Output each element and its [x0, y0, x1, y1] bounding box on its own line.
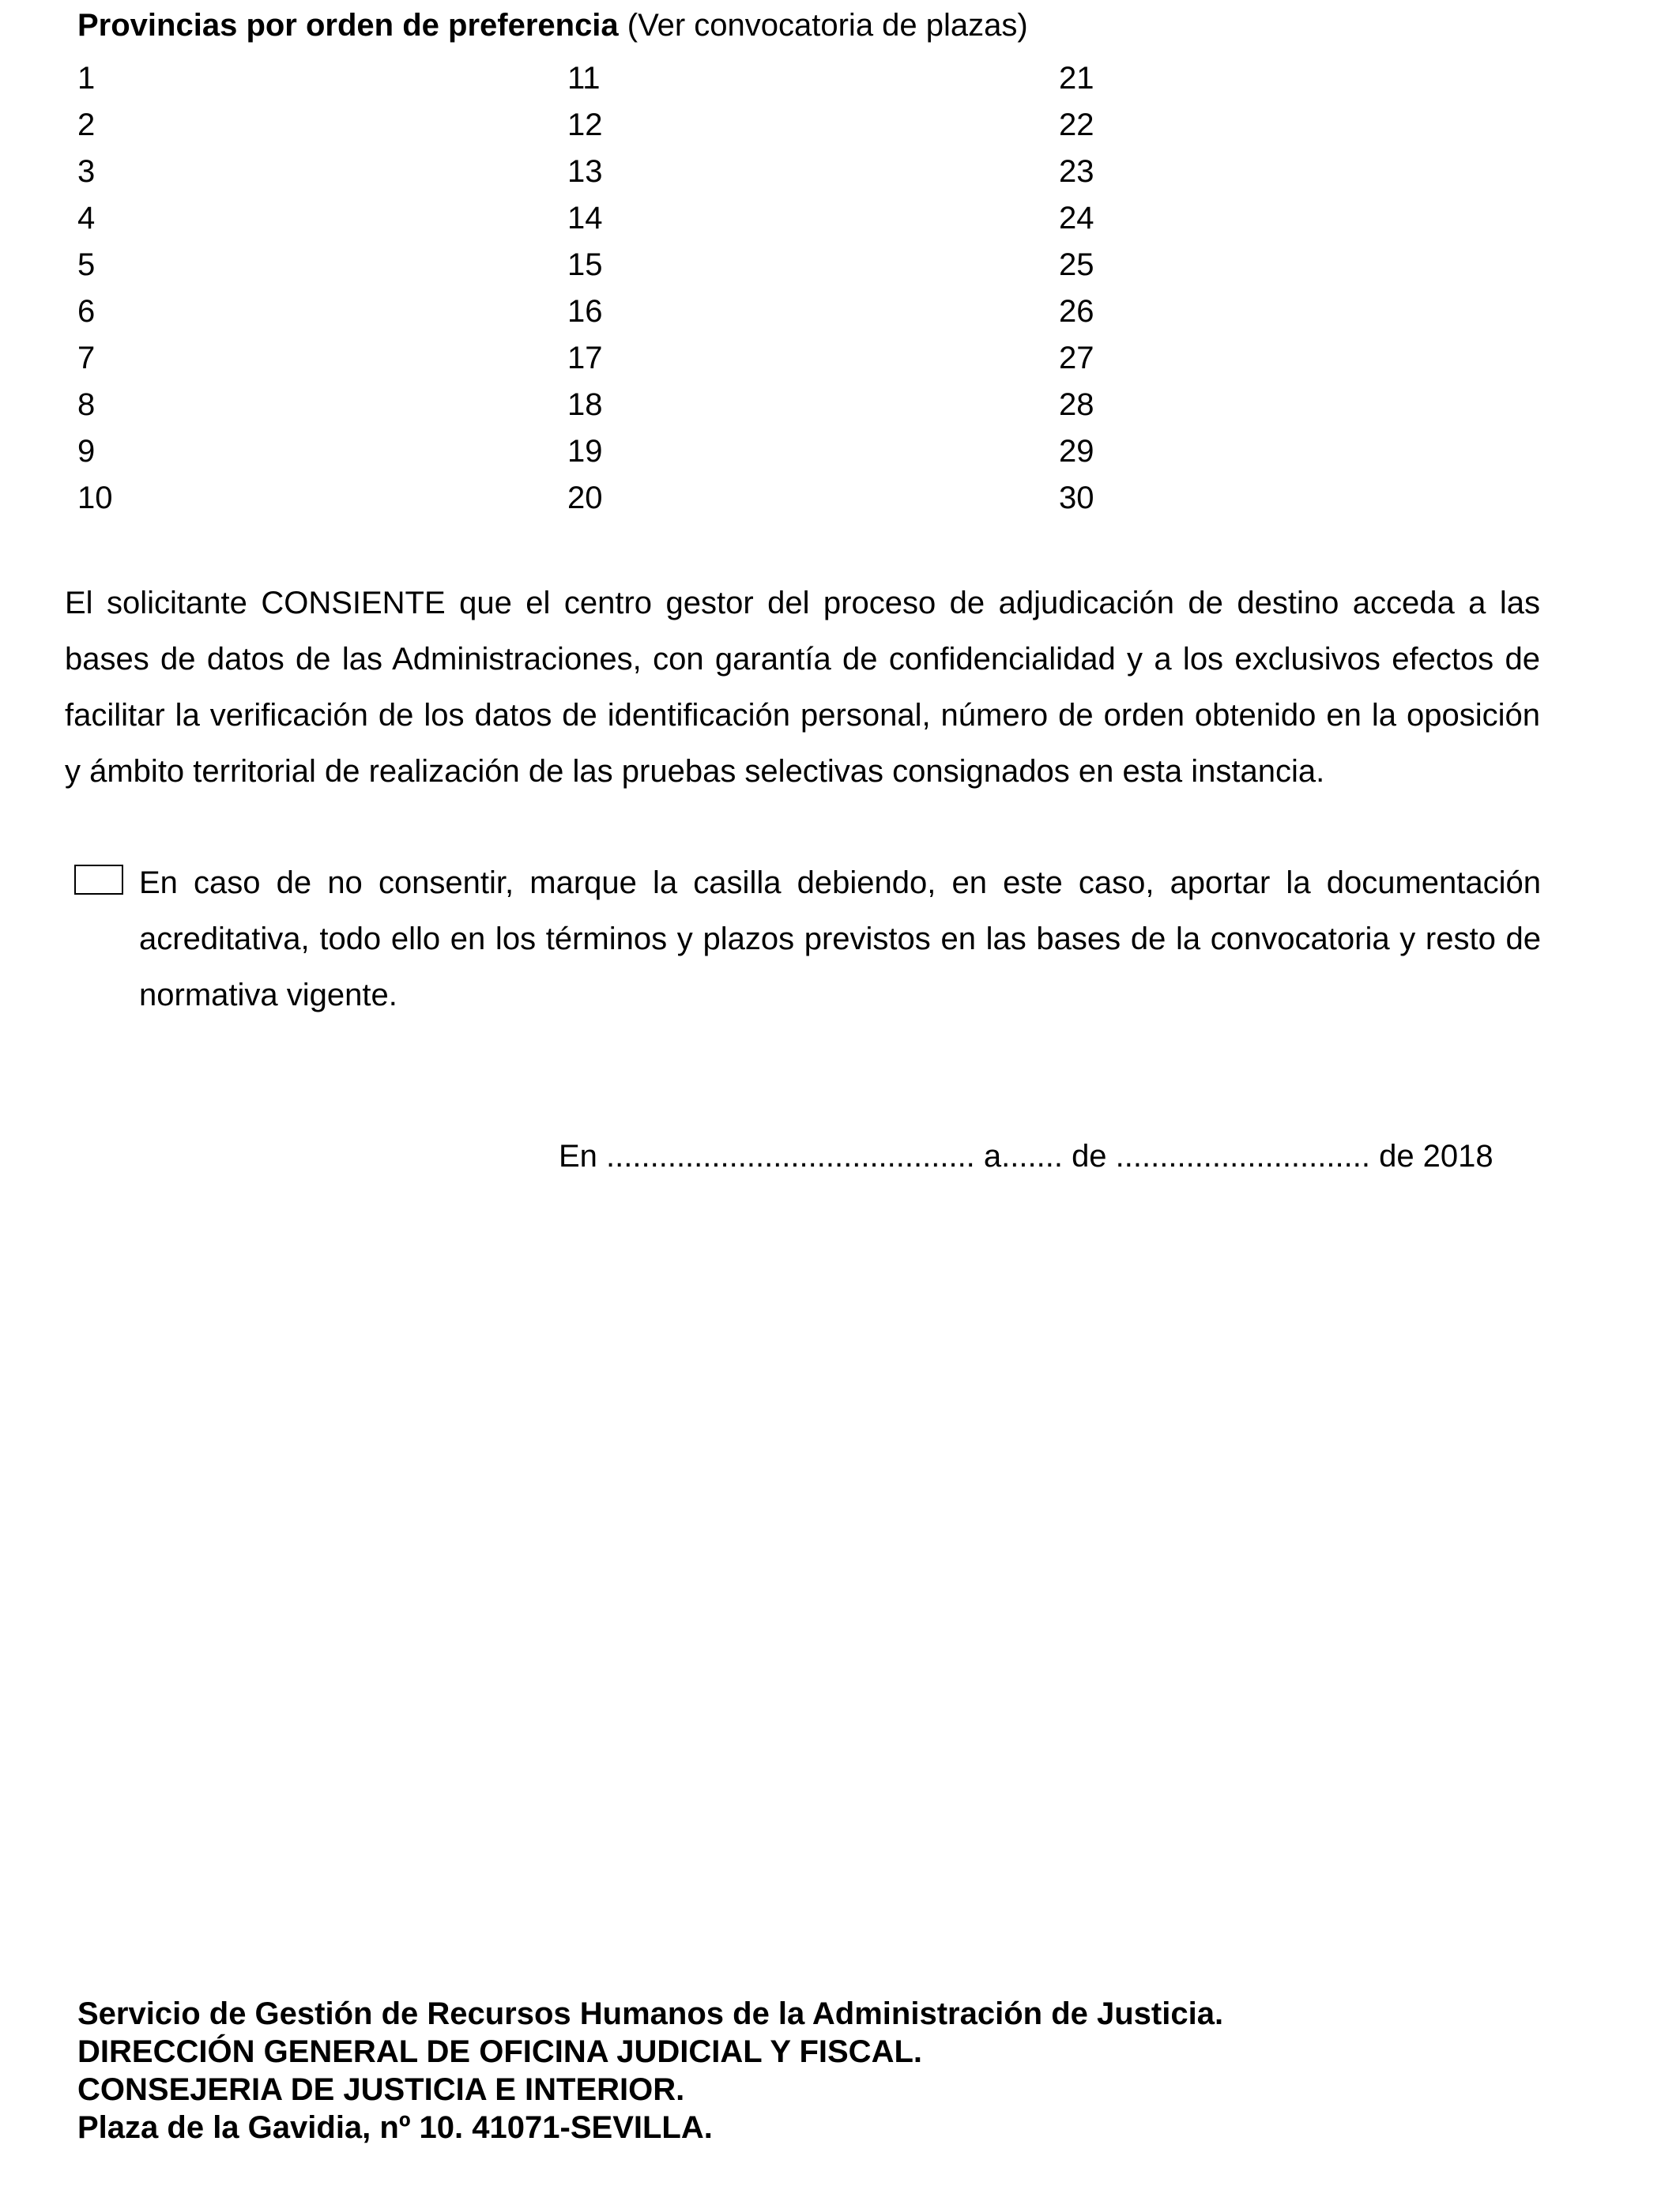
- preference-number: 25: [1059, 247, 1094, 282]
- preference-number: 9: [77, 434, 96, 469]
- preference-column-2: [567, 55, 603, 522]
- footer-service: Servicio de Gestión de Recursos Humanos de la Administración de Justicia.: [77, 1996, 1224, 2031]
- footer-address: [77, 1995, 1223, 2147]
- preference-number: 13: [567, 154, 603, 189]
- preference-number: 26: [1059, 294, 1094, 329]
- preference-number: 12: [567, 107, 603, 142]
- preference-number: 30: [1059, 481, 1094, 515]
- footer-directorate: DIRECCIÓN GENERAL DE OFICINA JUDICIAL Y FISCAL.: [77, 2034, 923, 2069]
- preference-number: 3: [77, 154, 96, 189]
- preference-number: 8: [77, 387, 96, 422]
- preference-number: 18: [567, 387, 603, 422]
- place-date-line: En .......................................... a....... de ............................. de 2018: [559, 1139, 1494, 1174]
- preference-column-3: [1059, 55, 1094, 522]
- preference-number: 29: [1059, 434, 1094, 469]
- preference-number: 23: [1059, 154, 1094, 189]
- heading-title: Provincias por orden de preferencia: [77, 8, 619, 43]
- preference-number: 22: [1059, 107, 1094, 142]
- preference-number: 2: [77, 107, 96, 142]
- preference-number: 5: [77, 247, 96, 282]
- heading-note: (Ver convocatoria de plazas): [627, 8, 1028, 43]
- footer-street-address: Plaza de la Gavidia, nº 10. 41071-SEVILLA.: [77, 2110, 713, 2145]
- preference-number: 24: [1059, 201, 1094, 236]
- preference-number: 14: [567, 201, 603, 236]
- preference-number: 4: [77, 201, 96, 236]
- preference-number: 17: [567, 341, 603, 375]
- section-heading: [77, 3, 1028, 47]
- preference-number: 11: [567, 61, 601, 96]
- preference-number: 15: [567, 247, 603, 282]
- preference-number: 28: [1059, 387, 1094, 422]
- preference-number: 27: [1059, 341, 1094, 375]
- preference-number: 20: [567, 481, 603, 515]
- preference-number: 6: [77, 294, 96, 329]
- no-consent-text: En caso de no consentir, marque la casilla debiendo, en este caso, aportar la documentación acreditativa, todo ello en los términos y plazos previstos en las bases de la convocatoria y resto de normativa vigente.: [139, 865, 1541, 1012]
- preference-column-1: [77, 55, 113, 522]
- preference-number: 1: [77, 61, 96, 96]
- footer-ministry: CONSEJERIA DE JUSTICIA E INTERIOR.: [77, 2072, 685, 2107]
- preference-number: 21: [1059, 61, 1094, 96]
- consent-paragraph: El solicitante CONSIENTE que el centro gestor del proceso de adjudicación de destino acceda a las bases de datos de las Administraciones, con garantía de confidencialidad y a los exclusivos efectos de facilitar la verificación de los datos de identificación personal, número de orden obtenido en la oposición y ámbito territorial de realización de las pruebas selectivas consignados en esta instancia.: [65, 586, 1540, 789]
- preference-number: 7: [77, 341, 96, 375]
- preference-number: 19: [567, 434, 603, 469]
- no-consent-checkbox[interactable]: [74, 865, 123, 895]
- preference-number: 16: [567, 294, 603, 329]
- preference-number: 10: [77, 481, 113, 515]
